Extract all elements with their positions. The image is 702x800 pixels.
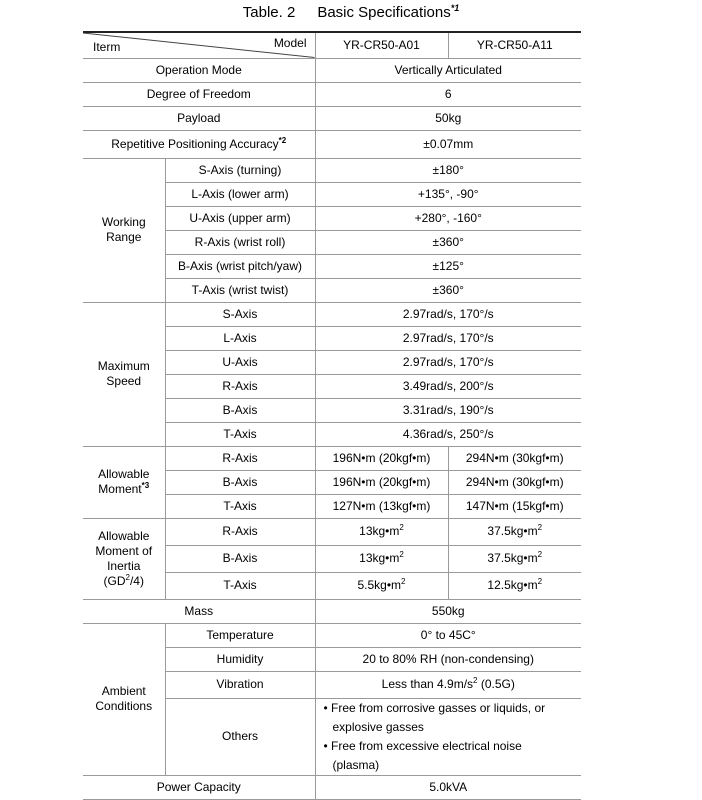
vibration-label: Vibration bbox=[165, 671, 315, 698]
range-value: ±360° bbox=[315, 278, 581, 302]
table-row bbox=[83, 106, 581, 130]
inertia-label bbox=[83, 518, 165, 599]
vibration-value bbox=[315, 671, 581, 698]
inertia-a01-value bbox=[315, 518, 448, 545]
table-row bbox=[83, 775, 581, 799]
mass-label: Mass bbox=[83, 599, 315, 623]
speed-value: 3.49rad/s, 200°/s bbox=[315, 374, 581, 398]
axis-label: T-Axis bbox=[165, 422, 315, 446]
table-row bbox=[83, 518, 581, 545]
axis-label: L-Axis bbox=[165, 326, 315, 350]
table-heading: Basic Specifications bbox=[317, 4, 451, 21]
range-value: ±180° bbox=[315, 158, 581, 182]
unit-exponent: 2 bbox=[537, 550, 543, 559]
axis-label: S-Axis (turning) bbox=[165, 158, 315, 182]
others-line: explosive gasses bbox=[332, 719, 424, 734]
others-value bbox=[315, 698, 581, 775]
moment-a11-value: 294N•m (30kgf•m) bbox=[448, 470, 581, 494]
unit-exponent: 2 bbox=[399, 523, 404, 532]
moment-a11-value: 294N•m (30kgf•m) bbox=[448, 446, 581, 470]
moment-a01-value: 196N•m (20kgf•m) bbox=[315, 446, 448, 470]
operation-mode-value: Vertically Articulated bbox=[315, 58, 581, 82]
allowable-moment-label-1: Allowable bbox=[98, 467, 150, 481]
table-row bbox=[83, 599, 581, 623]
allowable-moment-footnote: *3 bbox=[141, 481, 150, 490]
speed-value: 2.97rad/s, 170°/s bbox=[315, 326, 581, 350]
axis-label: U-Axis bbox=[165, 350, 315, 374]
max-speed-label-1: Maximum bbox=[97, 359, 150, 373]
range-value: ±360° bbox=[315, 230, 581, 254]
inertia-a01-text: 13kg•m bbox=[359, 524, 400, 538]
vibration-exponent: 2 bbox=[473, 676, 478, 685]
axis-label: R-Axis bbox=[165, 518, 315, 545]
header-diagonal-cell bbox=[83, 32, 315, 58]
accuracy-footnote: *2 bbox=[278, 135, 287, 145]
speed-value: 3.31rad/s, 190°/s bbox=[315, 398, 581, 422]
payload-label: Payload bbox=[83, 106, 315, 130]
model-a11: YR-CR50-A11 bbox=[448, 32, 581, 58]
model-a01: YR-CR50-A01 bbox=[315, 32, 448, 58]
axis-label: S-Axis bbox=[165, 302, 315, 326]
ambient-label-2: Conditions bbox=[95, 699, 153, 713]
header-item-label: Iterm bbox=[93, 39, 121, 54]
inertia-label-sup: 2 bbox=[125, 572, 130, 582]
inertia-a11-text: 37.5kg•m bbox=[487, 551, 538, 565]
inertia-a11-text: 12.5kg•m bbox=[487, 578, 538, 592]
table-row bbox=[83, 446, 581, 470]
axis-label: R-Axis bbox=[165, 374, 315, 398]
inertia-a01-text: 13kg•m bbox=[359, 551, 400, 565]
inertia-label-1: Allowable bbox=[98, 528, 150, 543]
ambient-label bbox=[83, 623, 165, 775]
axis-label: T-Axis bbox=[165, 572, 315, 599]
axis-label: T-Axis (wrist twist) bbox=[165, 278, 315, 302]
working-range-label bbox=[83, 158, 165, 302]
inertia-a11-value bbox=[448, 518, 581, 545]
unit-exponent: 2 bbox=[537, 523, 543, 532]
axis-label: B-Axis bbox=[165, 545, 315, 572]
working-range-label-2: Range bbox=[106, 230, 142, 244]
humidity-label: Humidity bbox=[165, 647, 315, 671]
speed-value: 2.97rad/s, 170°/s bbox=[315, 350, 581, 374]
accuracy-label bbox=[83, 130, 315, 158]
power-label: Power Capacity bbox=[83, 775, 315, 799]
header-row bbox=[83, 32, 581, 58]
moment-a01-value: 196N•m (20kgf•m) bbox=[315, 470, 448, 494]
dof-value: 6 bbox=[315, 82, 581, 106]
others-line: • Free from corrosive gasses or liquids, or bbox=[323, 700, 546, 715]
inertia-a11-value bbox=[448, 545, 581, 572]
allowable-moment-label bbox=[83, 446, 165, 518]
vibration-text: Less than 4.9m/s bbox=[381, 677, 474, 691]
table-row bbox=[83, 130, 581, 158]
ambient-label-1: Ambient bbox=[101, 684, 146, 698]
inertia-a01-value bbox=[315, 545, 448, 572]
working-range-label-1: Working bbox=[101, 215, 146, 229]
axis-label: R-Axis (wrist roll) bbox=[165, 230, 315, 254]
axis-label: B-Axis (wrist pitch/yaw) bbox=[165, 254, 315, 278]
accuracy-value: ±0.07mm bbox=[315, 130, 581, 158]
table-number: Table. 2 bbox=[242, 4, 296, 21]
inertia-a01-value bbox=[315, 572, 448, 599]
axis-label: T-Axis bbox=[165, 494, 315, 518]
others-line: • Free from excessive electrical noise bbox=[323, 738, 522, 753]
inertia-label-4a: (GD bbox=[103, 573, 126, 588]
range-value: +280°, -160° bbox=[315, 206, 581, 230]
inertia-a11-text: 37.5kg•m bbox=[487, 524, 538, 538]
dof-label: Degree of Freedom bbox=[83, 82, 315, 106]
temperature-value: 0° to 45C° bbox=[315, 623, 581, 647]
speed-value: 4.36rad/s, 250°/s bbox=[315, 422, 581, 446]
payload-value: 50kg bbox=[315, 106, 581, 130]
accuracy-label-text: Repetitive Positioning Accuracy bbox=[111, 136, 279, 151]
allowable-moment-label-2: Moment bbox=[98, 482, 142, 496]
title-footnote: *1 bbox=[450, 3, 460, 13]
table-row bbox=[83, 82, 581, 106]
mass-value: 550kg bbox=[315, 599, 581, 623]
unit-exponent: 2 bbox=[399, 550, 404, 559]
inertia-label-2: Moment of bbox=[95, 543, 153, 558]
range-value: ±125° bbox=[315, 254, 581, 278]
moment-a01-value: 127N•m (13kgf•m) bbox=[315, 494, 448, 518]
unit-exponent: 2 bbox=[537, 577, 543, 586]
vibration-g-text: (0.5G) bbox=[477, 677, 515, 691]
moment-a11-value: 147N•m (15kgf•m) bbox=[448, 494, 581, 518]
table-row bbox=[83, 302, 581, 326]
unit-exponent: 2 bbox=[401, 577, 406, 586]
header-model-label: Model bbox=[273, 36, 307, 50]
table-row bbox=[83, 623, 581, 647]
axis-label: L-Axis (lower arm) bbox=[165, 182, 315, 206]
inertia-label-4b: /4) bbox=[129, 573, 144, 588]
operation-mode-label: Operation Mode bbox=[83, 58, 315, 82]
axis-label: U-Axis (upper arm) bbox=[165, 206, 315, 230]
axis-label: B-Axis bbox=[165, 470, 315, 494]
table-row bbox=[83, 58, 581, 82]
inertia-a11-value bbox=[448, 572, 581, 599]
max-speed-label bbox=[83, 302, 165, 446]
table-row bbox=[83, 158, 581, 182]
table-title bbox=[0, 4, 702, 21]
inertia-a01-text: 5.5kg•m bbox=[357, 578, 402, 592]
temperature-label: Temperature bbox=[165, 623, 315, 647]
others-label: Others bbox=[165, 698, 315, 775]
speed-value: 2.97rad/s, 170°/s bbox=[315, 302, 581, 326]
power-value: 5.0kVA bbox=[315, 775, 581, 799]
axis-label: B-Axis bbox=[165, 398, 315, 422]
humidity-value: 20 to 80% RH (non-condensing) bbox=[315, 647, 581, 671]
max-speed-label-2: Speed bbox=[106, 374, 142, 388]
range-value: +135°, -90° bbox=[315, 182, 581, 206]
inertia-label-3: Inertia bbox=[107, 558, 141, 573]
axis-label: R-Axis bbox=[165, 446, 315, 470]
others-line: (plasma) bbox=[332, 757, 380, 772]
basic-specifications-table bbox=[83, 31, 581, 800]
